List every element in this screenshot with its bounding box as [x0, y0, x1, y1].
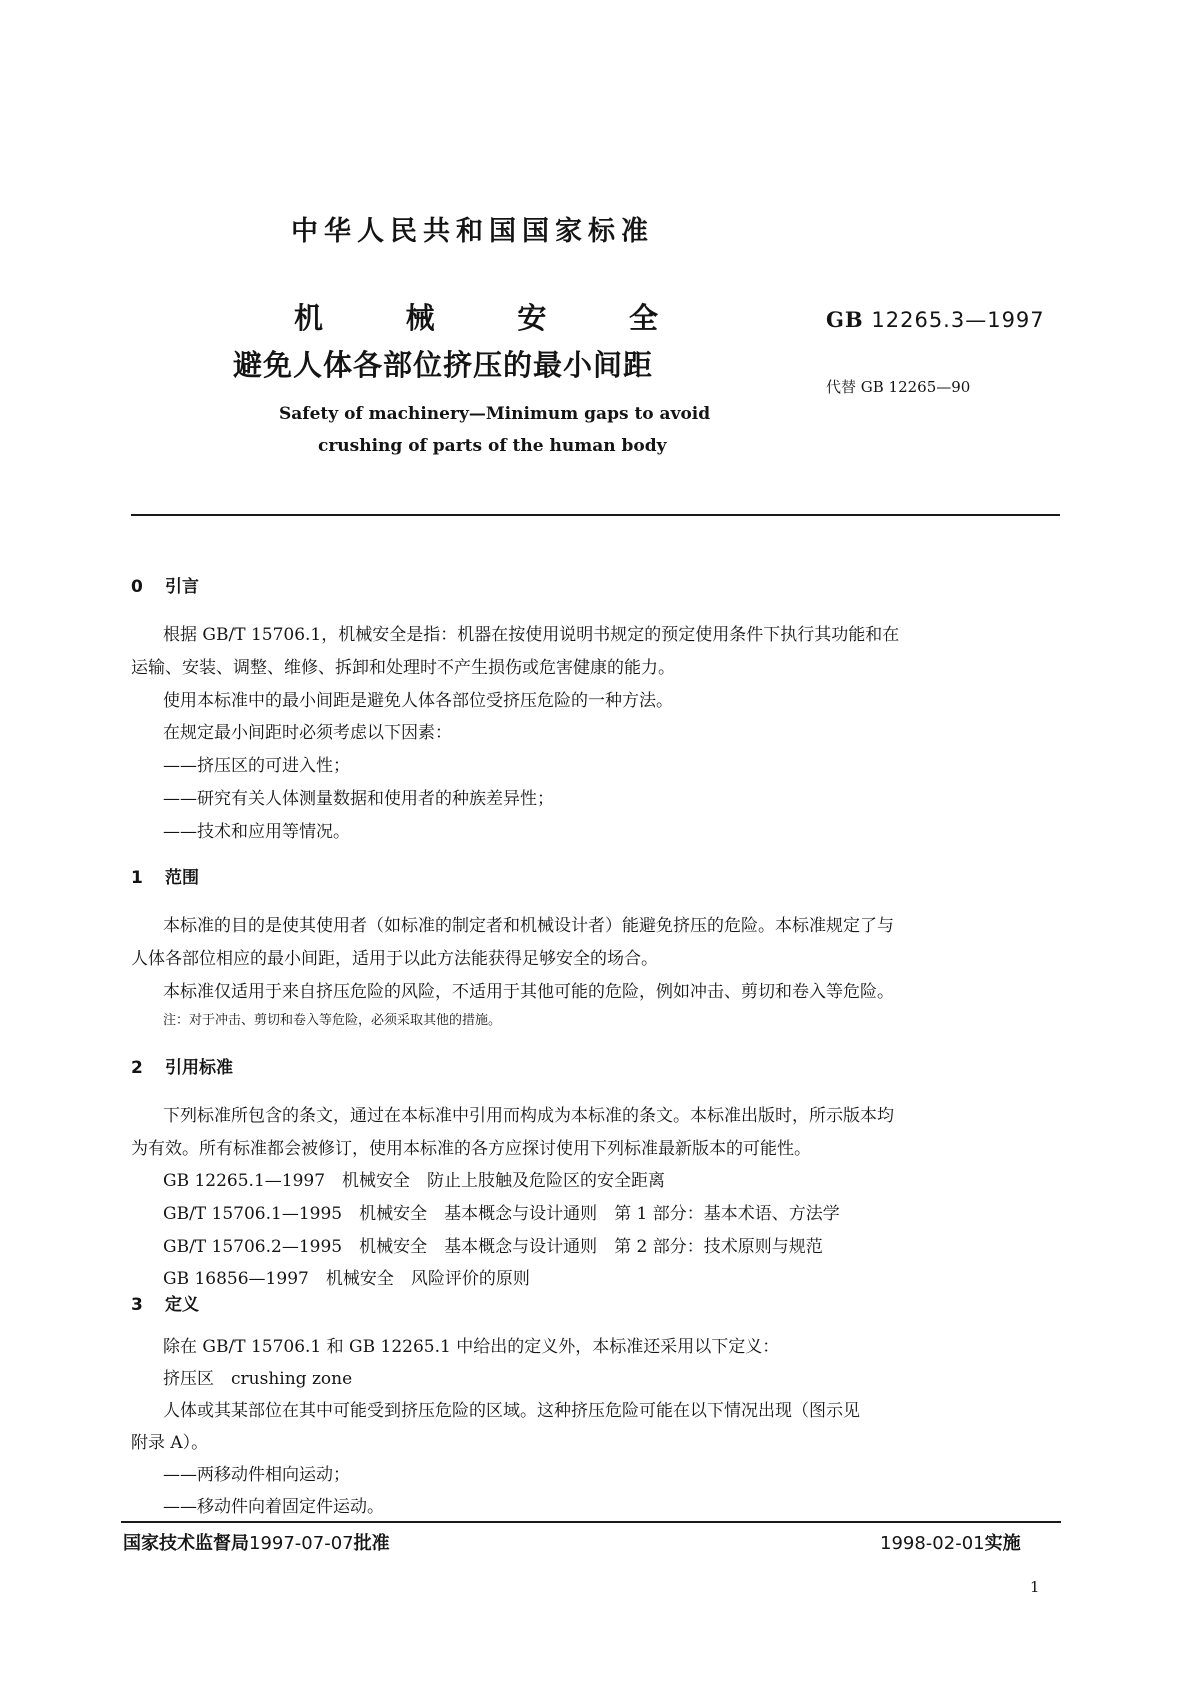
- effective-line: [880, 1529, 1021, 1555]
- paragraph-line: 根据 GB/T 15706.1，机械安全是指：机器在按使用说明书规定的预定使用条件下执行其功能和在: [163, 625, 900, 645]
- standard-code: 12265.3—1997: [871, 308, 1045, 332]
- page-number: 1: [1030, 1578, 1040, 1596]
- paragraph-line: 人体或其某部位在其中可能受到挤压危险的区域。这种挤压危险可能在以下情况出现（图示见: [163, 1401, 860, 1421]
- english-title-line1: Safety of machinery—Minimum gaps to avoid: [279, 404, 711, 424]
- list-item: ——研究有关人体测量数据和使用者的种族差异性；: [163, 789, 554, 809]
- list-item: ——技术和应用等情况。: [163, 822, 350, 842]
- paragraph-line: 人体各部位相应的最小间距，适用于以此方法能获得足够安全的场合。: [131, 949, 658, 969]
- section-heading-references: [131, 1053, 233, 1078]
- effective-suffix: 实施: [984, 1533, 1021, 1554]
- approval-date: 1997-07-07: [249, 1533, 354, 1554]
- approval-line: [123, 1529, 390, 1555]
- paragraph-line: 为有效。所有标准都会被修订，使用本标准的各方应探讨使用下列标准最新版本的可能性。: [131, 1139, 811, 1159]
- title-char: 全: [628, 301, 658, 335]
- paragraph: 除在 GB/T 15706.1 和 GB 12265.1 中给出的定义外，本标准还采用以下定义：: [163, 1337, 780, 1357]
- header-divider: [131, 514, 1060, 516]
- reference-item: GB 12265.1—1997 机械安全 防止上肢触及危险区的安全距离: [163, 1171, 666, 1191]
- reference-item: GB 16856—1997 机械安全 风险评价的原则: [163, 1269, 530, 1289]
- paragraph-line: 下列标准所包含的条文，通过在本标准中引用而构成为本标准的条文。本标准出版时，所示版本均: [163, 1106, 894, 1126]
- paragraph-line: 运输、安装、调整、维修、拆卸和处理时不产生损伤或危害健康的能力。: [131, 658, 675, 678]
- paragraph: 使用本标准中的最小间距是避免人体各部位受挤压危险的一种方法。: [163, 691, 673, 711]
- list-item: ——两移动件相向运动；: [163, 1465, 350, 1485]
- paragraph-line: 附录 A）。: [131, 1433, 209, 1453]
- main-title-line1: [294, 296, 658, 337]
- approval-suffix: 批准: [353, 1533, 390, 1554]
- main-title-line2: 避免人体各部位挤压的最小间距: [233, 348, 654, 382]
- reference-item: GB/T 15706.1—1995 机械安全 基本概念与设计通则 第 1 部分：基本术语、方法学: [163, 1204, 840, 1224]
- paragraph-line: 本标准的目的是使其使用者（如标准的制定者和机械设计者）能避免挤压的危险。本标准规定了与: [163, 916, 894, 936]
- section-heading-definitions: [131, 1290, 199, 1315]
- section-number: 2: [131, 1058, 143, 1078]
- title-char: 机: [294, 301, 324, 335]
- section-title: 定义: [165, 1295, 199, 1315]
- standard-number: [826, 307, 1045, 332]
- definition-term: 挤压区 crushing zone: [163, 1369, 353, 1389]
- title-char: 械: [405, 301, 435, 335]
- section-number: 3: [131, 1295, 143, 1315]
- list-item: ——移动件向着固定件运动。: [163, 1497, 384, 1517]
- section-title: 范围: [165, 868, 199, 888]
- section-heading-intro: [131, 572, 199, 597]
- section-title: 引言: [165, 577, 199, 597]
- note: 注：对于冲击、剪切和卷入等危险，必须采取其他的措施。: [163, 1013, 502, 1028]
- effective-date: 1998-02-01: [880, 1533, 985, 1554]
- section-number: 1: [131, 868, 143, 888]
- footer-divider: [121, 1521, 1061, 1523]
- paragraph: 本标准仅适用于来自挤压危险的风险，不适用于其他可能的危险，例如冲击、剪切和卷入等危险。: [163, 982, 894, 1002]
- approval-org: 国家技术监督局: [123, 1533, 249, 1554]
- paragraph: 在规定最小间距时必须考虑以下因素：: [163, 723, 452, 743]
- standard-prefix: GB: [826, 307, 864, 332]
- reference-item: GB/T 15706.2—1995 机械安全 基本概念与设计通则 第 2 部分：技术原则与规范: [163, 1237, 823, 1257]
- english-title-line2: crushing of parts of the human body: [318, 436, 667, 456]
- section-title: 引用标准: [165, 1058, 233, 1078]
- list-item: ——挤压区的可进入性；: [163, 756, 350, 776]
- section-number: 0: [131, 577, 143, 597]
- section-heading-scope: [131, 863, 199, 888]
- title-char: 安: [517, 301, 547, 335]
- national-standard-title: 中华人民共和国国家标准: [291, 216, 654, 247]
- replaces-note: 代替 GB 12265—90: [826, 378, 971, 396]
